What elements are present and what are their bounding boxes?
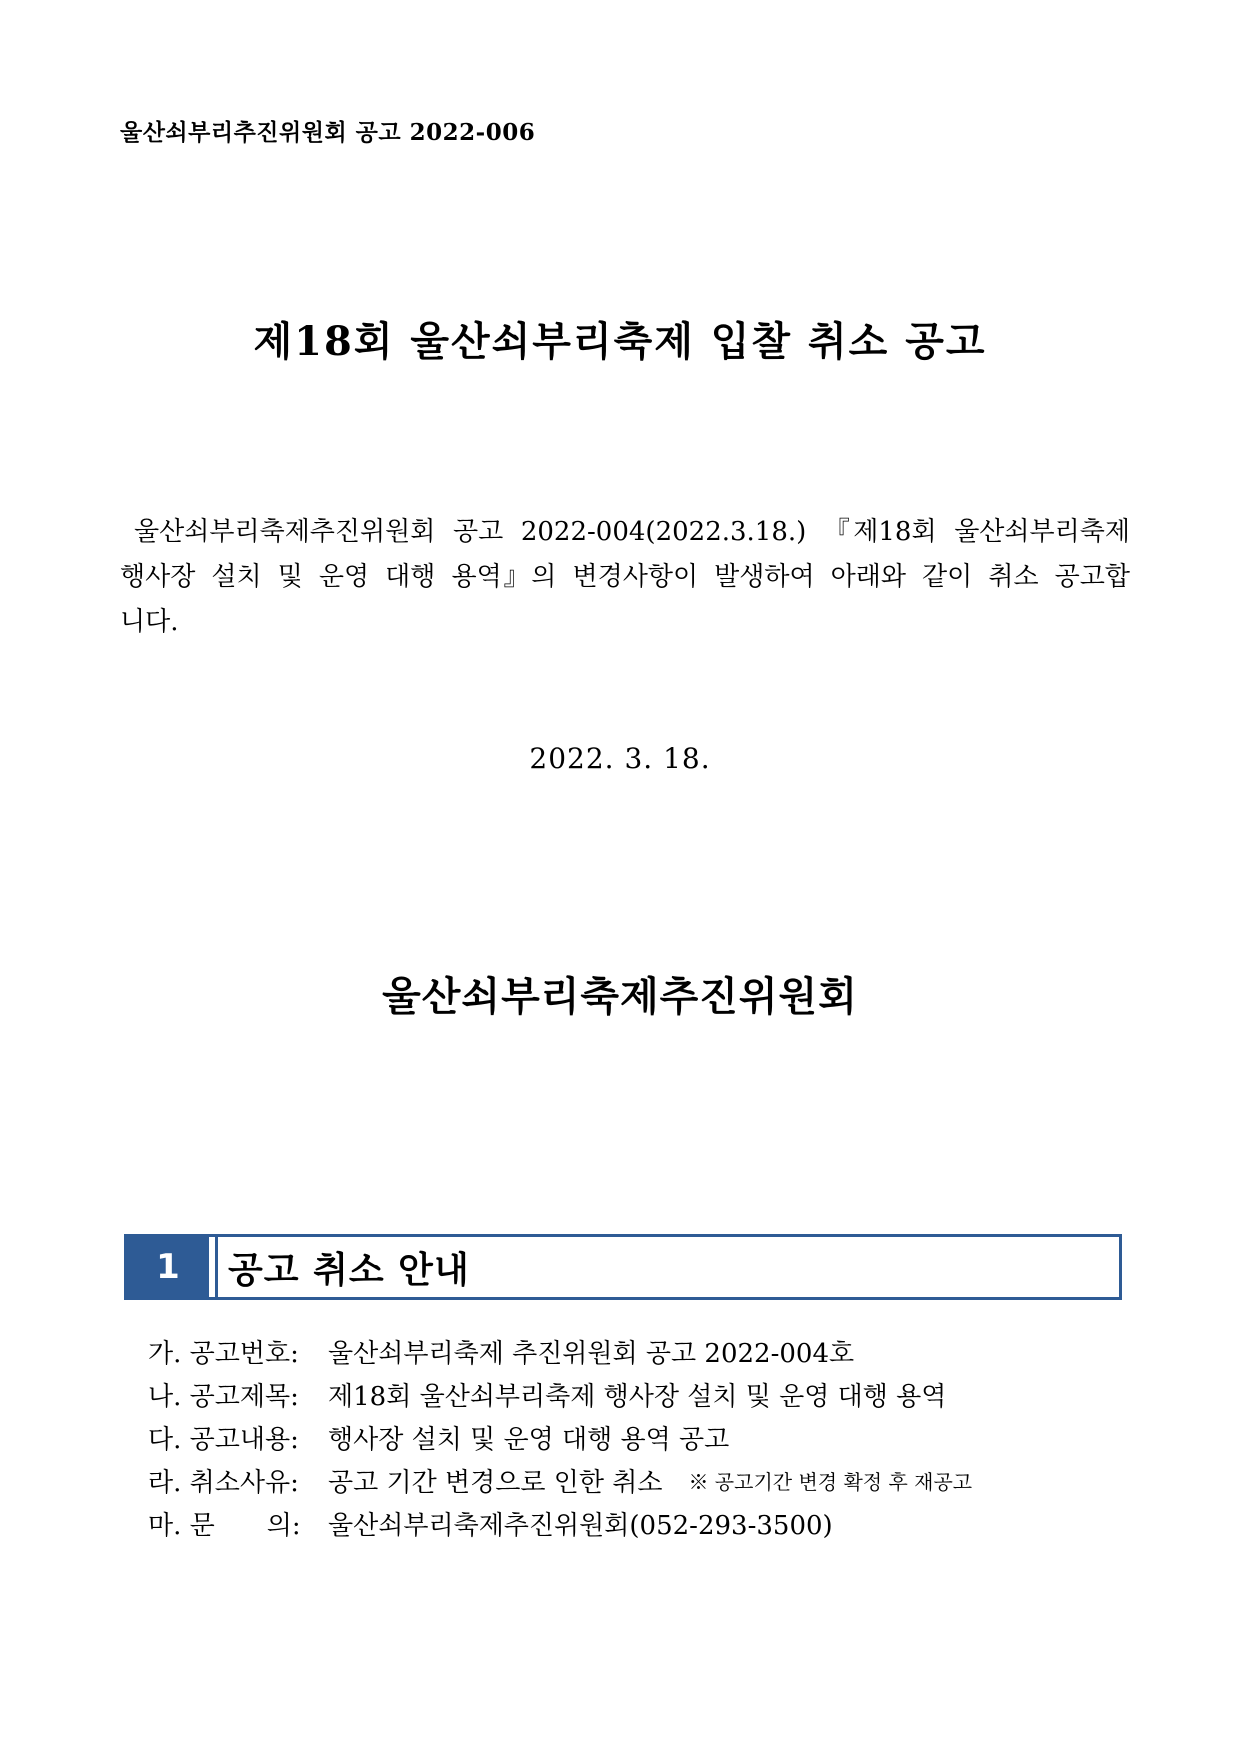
detail-row-cancel-reason bbox=[148, 1459, 1128, 1502]
detail-value: 공고 기간 변경으로 인한 취소 bbox=[328, 1468, 663, 1498]
issuer-name: 울산쇠부리축제추진위원회 bbox=[382, 973, 858, 1020]
detail-list bbox=[148, 1330, 1128, 1545]
detail-label: 나. 공고제목: bbox=[148, 1382, 299, 1412]
detail-label: 라. 취소사유: bbox=[148, 1468, 299, 1498]
detail-note: ※ 공고기간 변경 확정 후 재공고 bbox=[688, 1470, 973, 1494]
detail-value: 울산쇠부리축제추진위원회(052-293-3500) bbox=[328, 1511, 833, 1541]
detail-row-notice-title bbox=[148, 1373, 1128, 1416]
detail-value: 울산쇠부리축제 추진위원회 공고 2022-004호 bbox=[328, 1339, 855, 1369]
detail-row-notice-number bbox=[148, 1330, 1128, 1373]
section-title: 공고 취소 안내 bbox=[215, 1237, 1119, 1297]
detail-label: 가. 공고번호: bbox=[148, 1339, 299, 1369]
page-title: 제18회 울산쇠부리축제 입찰 취소 공고 bbox=[253, 318, 987, 365]
detail-row-notice-content bbox=[148, 1416, 1128, 1459]
notice-number: 울산쇠부리추진위원회 공고 2022-006 bbox=[120, 119, 536, 146]
detail-value: 행사장 설치 및 운영 대행 용역 공고 bbox=[328, 1425, 730, 1455]
notice-date: 2022. 3. 18. bbox=[529, 742, 711, 775]
section-number: 1 bbox=[127, 1237, 209, 1297]
body-paragraph bbox=[120, 510, 1130, 645]
detail-row-inquiry bbox=[148, 1502, 1128, 1545]
detail-value: 제18회 울산쇠부리축제 행사장 설치 및 운영 대행 용역 bbox=[328, 1382, 947, 1412]
detail-label: 다. 공고내용: bbox=[148, 1425, 299, 1455]
detail-label: 마. 문 의: bbox=[148, 1511, 301, 1541]
section-header bbox=[124, 1234, 1122, 1300]
body-paragraph-text: 울산쇠부리축제추진위원회 공고 2022-004(2022.3.18.) 『제18회 울산쇠부리축제 행사장 설치 및 운영 대행 용역』의 변경사항이 발생하여 아래와 같이 취소 공고합니다. bbox=[120, 517, 1130, 637]
